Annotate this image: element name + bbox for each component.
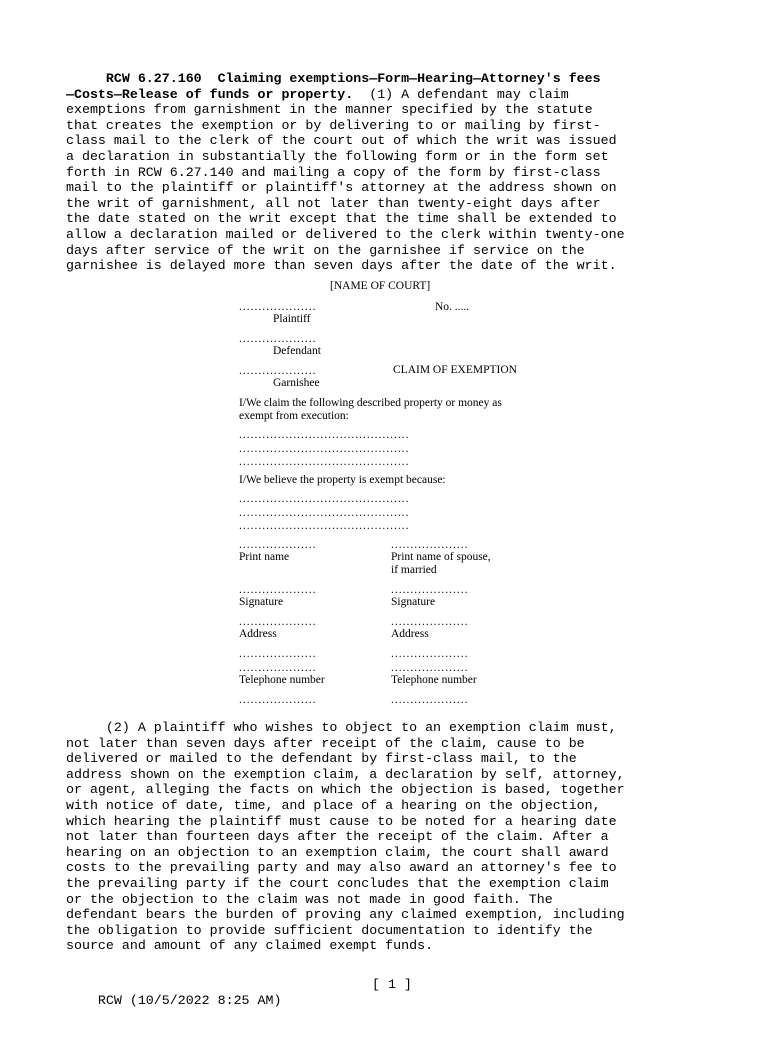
paragraph-1-line: that creates the exemption or by delivering to or mailing by first-: [66, 117, 601, 133]
claim-title: CLAIM OF EXEMPTION: [393, 364, 517, 376]
print-name-blank: ....................: [239, 539, 317, 551]
address-label: Address: [239, 628, 277, 640]
paragraph-2-line: the prevailing party if the court concludes that the exemption claim: [66, 875, 609, 891]
reason-line: ............................................: [239, 507, 410, 519]
paragraph-1-line: allow a declaration mailed or delivered to the clerk within twenty-one: [66, 226, 625, 242]
page-number: [ 1 ]: [372, 977, 412, 992]
section-heading: RCW 6.27.160 Claiming exemptions—Form—Hearing—Attorney's fees: [66, 71, 601, 86]
paragraph-1-intro: (1) A defendant may claim: [353, 86, 569, 102]
claim-statement-continued: exempt from execution:: [239, 410, 349, 422]
signature-blank: ....................: [239, 584, 317, 596]
signature-label: Signature: [239, 596, 284, 608]
paragraph-2-line: or agent, alleging the facts on which the objection is based, together: [66, 782, 625, 798]
property-line: ............................................: [239, 456, 410, 468]
section-paragraph-2: [66, 720, 625, 954]
paragraph-1-line: a declaration in substantially the following form or in the form set: [66, 148, 609, 164]
telephone-label: Telephone number: [239, 674, 325, 686]
paragraph-2-line: with notice of date, time, and place of a hearing on the objection,: [66, 797, 601, 813]
footer-source-date: RCW (10/5/2022 8:25 AM): [97, 992, 282, 1008]
plaintiff-label: Plaintiff: [273, 313, 311, 325]
court-name: [NAME OF COURT]: [330, 280, 431, 292]
paragraph-2-line: (2) A plaintiff who wishes to object to an exemption claim must,: [66, 720, 617, 735]
spouse-address-line-2-blank: ....................: [391, 648, 469, 660]
claim-statement: I/We claim the following described property or money as: [239, 397, 502, 409]
property-line: ............................................: [239, 443, 410, 455]
spouse-telephone-blank-2: ....................: [391, 694, 469, 706]
spouse-signature-blank: ....................: [391, 584, 469, 596]
reason-line: ............................................: [239, 493, 410, 505]
section-heading-continued: —Costs—Release of funds or property.: [66, 86, 354, 102]
print-spouse-label: Print name of spouse,: [391, 551, 491, 563]
case-number: No. .....: [435, 301, 470, 313]
spouse-telephone-label: Telephone number: [391, 674, 477, 686]
paragraph-2-line: hearing on an objection to an exemption claim, the court shall award: [66, 844, 609, 860]
telephone-blank-2: ....................: [239, 694, 317, 706]
page-footer: [66, 977, 412, 1039]
paragraph-1-line: class mail to the clerk of the court out of which the writ was issued: [66, 133, 617, 149]
paragraph-1-line: garnishee is delayed more than seven days after the date of the writ.: [66, 258, 617, 274]
paragraph-2-line: which hearing the plaintiff must cause to be noted for a hearing date: [66, 813, 617, 829]
section-paragraph-1: [66, 71, 625, 274]
paragraph-2-line: not later than seven days after receipt of the claim, cause to be: [66, 735, 585, 751]
defendant-blank: ....................: [239, 333, 317, 345]
print-name-label: Print name: [239, 551, 290, 563]
paragraph-2-line: address shown on the exemption claim, a declaration by self, attorney,: [66, 766, 625, 782]
paragraph-1-line: mail to the plaintiff or plaintiff's attorney at the address shown on: [66, 180, 617, 196]
paragraph-2-line: or the objection to the claim was not made in good faith. The: [66, 891, 553, 907]
paragraph-1-line: the writ of garnishment, all not later than twenty-eight days after: [66, 195, 601, 211]
telephone-blank: ....................: [239, 662, 317, 674]
paragraph-2-line: not later than fourteen days after the receipt of the claim. After a: [66, 829, 609, 845]
spouse-signature-label: Signature: [391, 596, 436, 608]
garnishee-label: Garnishee: [273, 377, 320, 389]
address-line-2-blank: ....................: [239, 648, 317, 660]
paragraph-2-line: delivered or mailed to the defendant by first-class mail, to the: [66, 751, 577, 767]
garnishee-blank: ....................: [239, 365, 317, 377]
plaintiff-blank: ....................: [239, 301, 317, 313]
print-spouse-blank: ....................: [391, 539, 469, 551]
defendant-label: Defendant: [273, 345, 321, 357]
paragraph-2-line: costs to the prevailing party and may also award an attorney's fee to: [66, 860, 617, 876]
spouse-address-label: Address: [391, 628, 429, 640]
paragraph-2-line: source and amount of any claimed exempt funds.: [66, 938, 434, 954]
print-spouse-label-continued: if married: [391, 564, 437, 576]
spouse-telephone-blank: ....................: [391, 662, 469, 674]
spouse-address-blank: ....................: [391, 616, 469, 628]
paragraph-1-line: exemptions from garnishment in the manner specified by the statute: [66, 102, 593, 118]
paragraph-2-line: defendant bears the burden of proving any claimed exemption, including: [66, 907, 625, 923]
paragraph-1-line: the date stated on the writ except that the time shall be extended to: [66, 211, 617, 227]
property-line: ............................................: [239, 429, 410, 441]
paragraph-1-line: forth in RCW 6.27.140 and mailing a copy of the form by first-class: [66, 164, 601, 180]
reason-statement: I/We believe the property is exempt because:: [239, 474, 446, 486]
reason-line: ............................................: [239, 520, 410, 532]
paragraph-1-line: days after service of the writ on the garnishee if service on the: [66, 242, 585, 258]
address-blank: ....................: [239, 616, 317, 628]
paragraph-2-line: the obligation to provide sufficient documentation to identify the: [66, 922, 593, 938]
